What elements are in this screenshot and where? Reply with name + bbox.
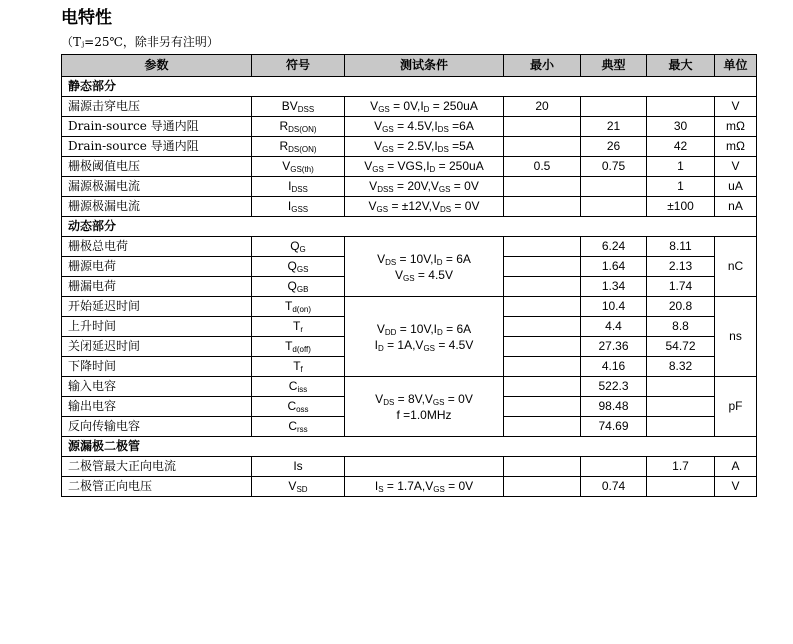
max-cell [647,417,715,437]
param-cell: 栅极阈值电压 [62,157,252,177]
param-cell: 二极管正向电压 [62,477,252,497]
typ-cell: 98.48 [581,397,647,417]
unit-cell: V [715,97,757,117]
electrical-characteristics-table [61,54,757,497]
symbol-cell: $C_{iss}$ [252,377,345,397]
min-cell [504,197,581,217]
param-cell: 反向传输电容 [62,417,252,437]
typ-cell: 1.34 [581,277,647,297]
symbol-cell: $V_{GS(th)}$ [252,157,345,177]
condition-line: $V_{GS} = 4.5V$ [395,267,453,283]
param-cell: 栅源电荷 [62,257,252,277]
param-cell: 栅漏电荷 [62,277,252,297]
header-typ: 典型 [581,55,647,77]
condition-cell: $V_{GS} = 2.5V,I_{DS} =5A$ [345,137,504,157]
typ-cell [581,197,647,217]
condition-cell [345,237,504,297]
param-cell: Drain-source 导通内阻 [62,137,252,157]
symbol-cell: $R_{DS(ON)}$ [252,137,345,157]
symbol-cell: $BV_{DSS}$ [252,97,345,117]
max-cell: 1.74 [647,277,715,297]
min-cell [504,297,581,317]
typ-cell [581,97,647,117]
min-cell [504,117,581,137]
max-cell: 54.72 [647,337,715,357]
section-row [62,77,757,97]
condition-cell: $V_{GS} = 0V,I_D = 250uA$ [345,97,504,117]
max-cell [647,397,715,417]
condition-cell: $V_{DSS} = 20V,V_{GS} = 0V$ [345,177,504,197]
min-cell [504,317,581,337]
symbol-cell: $I_{GSS}$ [252,197,345,217]
condition-cell [345,377,504,437]
param-cell: 下降时间 [62,357,252,377]
header-param: 参数 [62,55,252,77]
param-cell: 开始延迟时间 [62,297,252,317]
table-row [62,477,757,497]
max-cell: 1 [647,157,715,177]
condition-cell: $V_{GS} = \pm 12V,V_{DS} = 0V$ [345,197,504,217]
typ-cell: 0.75 [581,157,647,177]
unit-cell: V [715,157,757,177]
unit-cell: nC [715,237,757,297]
min-cell: 20 [504,97,581,117]
param-cell: 上升时间 [62,317,252,337]
min-cell [504,457,581,477]
section-title: 电特性 [61,8,112,28]
min-cell [504,177,581,197]
symbol-cell: $T_f$ [252,357,345,377]
param-cell: Drain-source 导通内阻 [62,117,252,137]
unit-cell: V [715,477,757,497]
max-cell [647,477,715,497]
symbol-cell: $C_{rss}$ [252,417,345,437]
min-cell [504,377,581,397]
max-cell: 1.7 [647,457,715,477]
min-cell [504,257,581,277]
symbol-cell: $T_{d(off)}$ [252,337,345,357]
unit-cell: mΩ [715,117,757,137]
unit-cell: mΩ [715,137,757,157]
param-cell: 漏源击穿电压 [62,97,252,117]
min-cell [504,237,581,257]
typ-cell: 21 [581,117,647,137]
table-body [62,77,757,497]
param-cell: 栅源极漏电流 [62,197,252,217]
min-cell [504,357,581,377]
min-cell [504,477,581,497]
min-cell [504,417,581,437]
header-unit: 单位 [715,55,757,77]
unit-cell: A [715,457,757,477]
condition-line: $V_{DS} = 8V,V_{GS} = 0V$ [375,391,473,407]
min-cell [504,137,581,157]
symbol-cell: $Q_{GS}$ [252,257,345,277]
min-cell: 0.5 [504,157,581,177]
header-condition: 测试条件 [345,55,504,77]
condition-line: $V_{DD} = 10V,I_D = 6A$ [376,321,472,337]
table-row [62,137,757,157]
typ-cell: 6.24 [581,237,647,257]
max-cell: 30 [647,117,715,137]
max-cell: 8.8 [647,317,715,337]
symbol-cell: $R_{DS(ON)}$ [252,117,345,137]
param-cell: 二极管最大正向电流 [62,457,252,477]
condition-cell: $V_{GS} = 4.5V,I_{DS} =6A$ [345,117,504,137]
typ-cell: 74.69 [581,417,647,437]
section-row [62,437,757,457]
min-cell [504,397,581,417]
typ-cell: 10.4 [581,297,647,317]
section-header: 动态部分 [62,217,757,237]
param-cell: 关闭延迟时间 [62,337,252,357]
max-cell: 2.13 [647,257,715,277]
param-cell: 输入电容 [62,377,252,397]
symbol-cell: $Q_G$ [252,237,345,257]
typ-cell: 4.4 [581,317,647,337]
symbol-cell: $T_r$ [252,317,345,337]
test-condition-note: （Tⱼ=25℃，除非另有注明） [61,35,219,49]
typ-cell: 0.74 [581,477,647,497]
symbol-cell: Is [252,457,345,477]
min-cell [504,337,581,357]
typ-cell: 4.16 [581,357,647,377]
min-cell [504,277,581,297]
param-cell: 栅极总电荷 [62,237,252,257]
condition-line: $I_D = 1A,V_{GS} = 4.5V$ [374,337,474,353]
max-cell [647,377,715,397]
typ-cell: 27.36 [581,337,647,357]
symbol-cell: $Q_{GB}$ [252,277,345,297]
table-row [62,237,757,257]
table-row [62,177,757,197]
unit-cell: ns [715,297,757,377]
condition-cell [345,297,504,377]
max-cell: ±100 [647,197,715,217]
condition-line: f =1.0MHz [396,407,452,422]
max-cell [647,97,715,117]
unit-cell: uA [715,177,757,197]
table-row [62,117,757,137]
symbol-cell: $C_{oss}$ [252,397,345,417]
max-cell: 8.11 [647,237,715,257]
symbol-cell: $V_{SD}$ [252,477,345,497]
table-row [62,457,757,477]
max-cell: 20.8 [647,297,715,317]
header-symbol: 符号 [252,55,345,77]
header-min: 最小 [504,55,581,77]
param-cell: 漏源极漏电流 [62,177,252,197]
table-row [62,97,757,117]
symbol-cell: $I_{DSS}$ [252,177,345,197]
section-header: 静态部分 [62,77,757,97]
max-cell: 42 [647,137,715,157]
max-cell: 8.32 [647,357,715,377]
condition-cell: $I_S = 1.7A,V_{GS} = 0V$ [345,477,504,497]
unit-cell: pF [715,377,757,437]
table-header-row [62,55,757,77]
typ-cell: 522.3 [581,377,647,397]
table-row [62,297,757,317]
condition-cell [345,457,504,477]
table-row [62,157,757,177]
condition-line: $V_{DS} = 10V,I_D = 6A$ [377,251,471,267]
typ-cell: 1.64 [581,257,647,277]
header-max: 最大 [647,55,715,77]
max-cell: 1 [647,177,715,197]
typ-cell: 26 [581,137,647,157]
section-header: 源漏极二极管 [62,437,757,457]
param-cell: 输出电容 [62,397,252,417]
unit-cell: nA [715,197,757,217]
condition-cell: $V_{GS} = VGS,I_D = 250uA$ [345,157,504,177]
symbol-cell: $T_{d(on)}$ [252,297,345,317]
section-row [62,217,757,237]
typ-cell [581,457,647,477]
table-row [62,197,757,217]
typ-cell [581,177,647,197]
table-row [62,377,757,397]
